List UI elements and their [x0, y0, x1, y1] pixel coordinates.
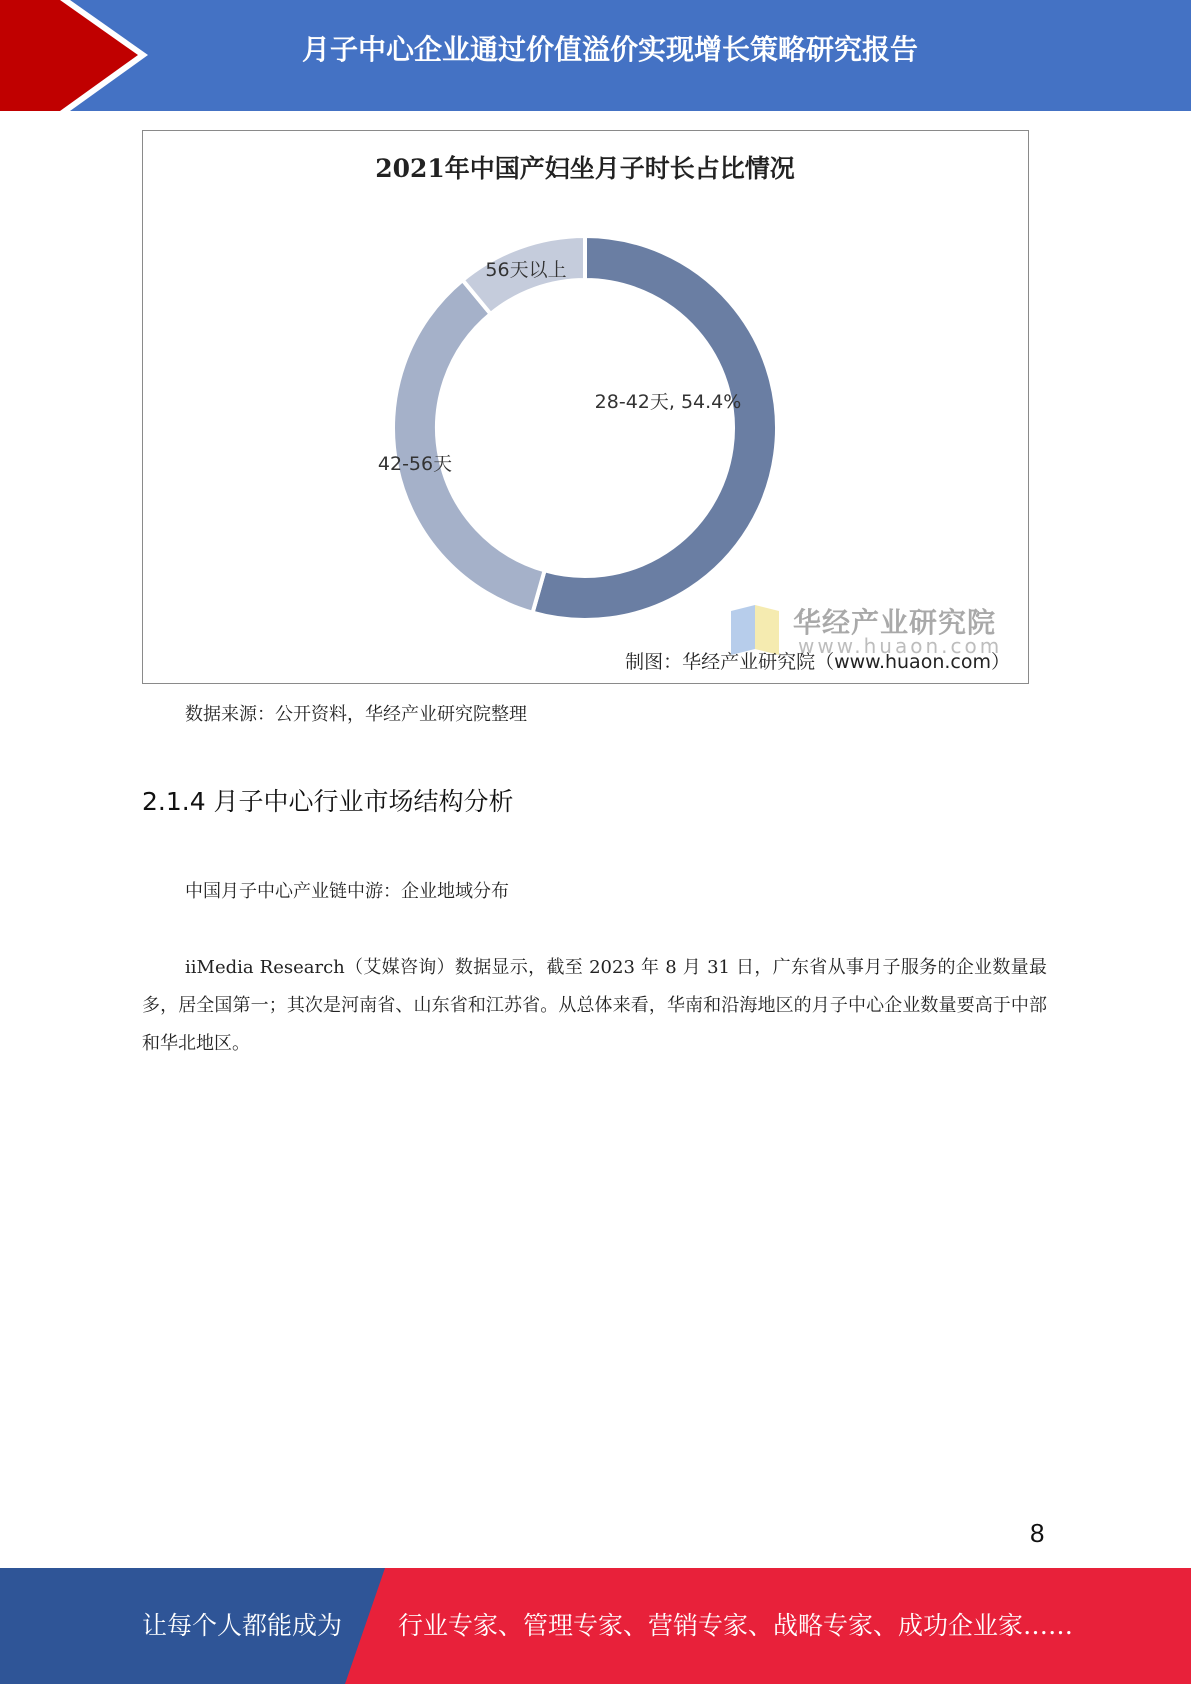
- source-note: 数据来源：公开资料，华经产业研究院整理: [185, 704, 527, 725]
- footer-slogan-right: 行业专家、管理专家、营销专家、战略专家、成功企业家……: [398, 1611, 1074, 1640]
- donut-chart: [142, 130, 1029, 684]
- section-heading: 2.1.4 月子中心行业市场结构分析: [142, 787, 514, 816]
- page-number: 8: [1030, 1518, 1045, 1548]
- watermark-name: 华经产业研究院: [793, 606, 997, 639]
- page-header: [0, 0, 1191, 111]
- paragraph-body: iiMedia Research（艾媒咨询）数据显示，截至 2023 年 8 月 31 日，广东省从事月子服务的企业数量最多，居全国第一；其次是河南省、山东省和江苏省。从总体来看，华南和沿海地区的月子中心企业数量要高于中部和华北地区。: [142, 957, 1047, 1054]
- chart-canvas: [143, 131, 1027, 682]
- watermark-url: www.huaon.com: [798, 634, 1003, 658]
- slice-label-2: 42-56天: [377, 453, 453, 475]
- donut-slice-1: [533, 236, 777, 620]
- donut-slice-2: [393, 280, 545, 613]
- header-chevron-icon: [0, 0, 160, 111]
- footer-slogan-left: 让每个人都能成为: [142, 1611, 343, 1640]
- slice-label-3: 56天以上: [485, 259, 567, 281]
- slice-label-1: 28-42天, 54.4%: [594, 391, 742, 413]
- paragraph-subtitle: 中国月子中心产业链中游：企业地域分布: [185, 881, 509, 902]
- report-title: 月子中心企业通过价值溢价实现增长策略研究报告: [301, 33, 918, 66]
- page-footer: [0, 1568, 1191, 1684]
- chart-title: 2021年中国产妇坐月子时长占比情况: [375, 154, 795, 183]
- chart-credit: 制图：华经产业研究院（www.huaon.com）: [625, 651, 1010, 673]
